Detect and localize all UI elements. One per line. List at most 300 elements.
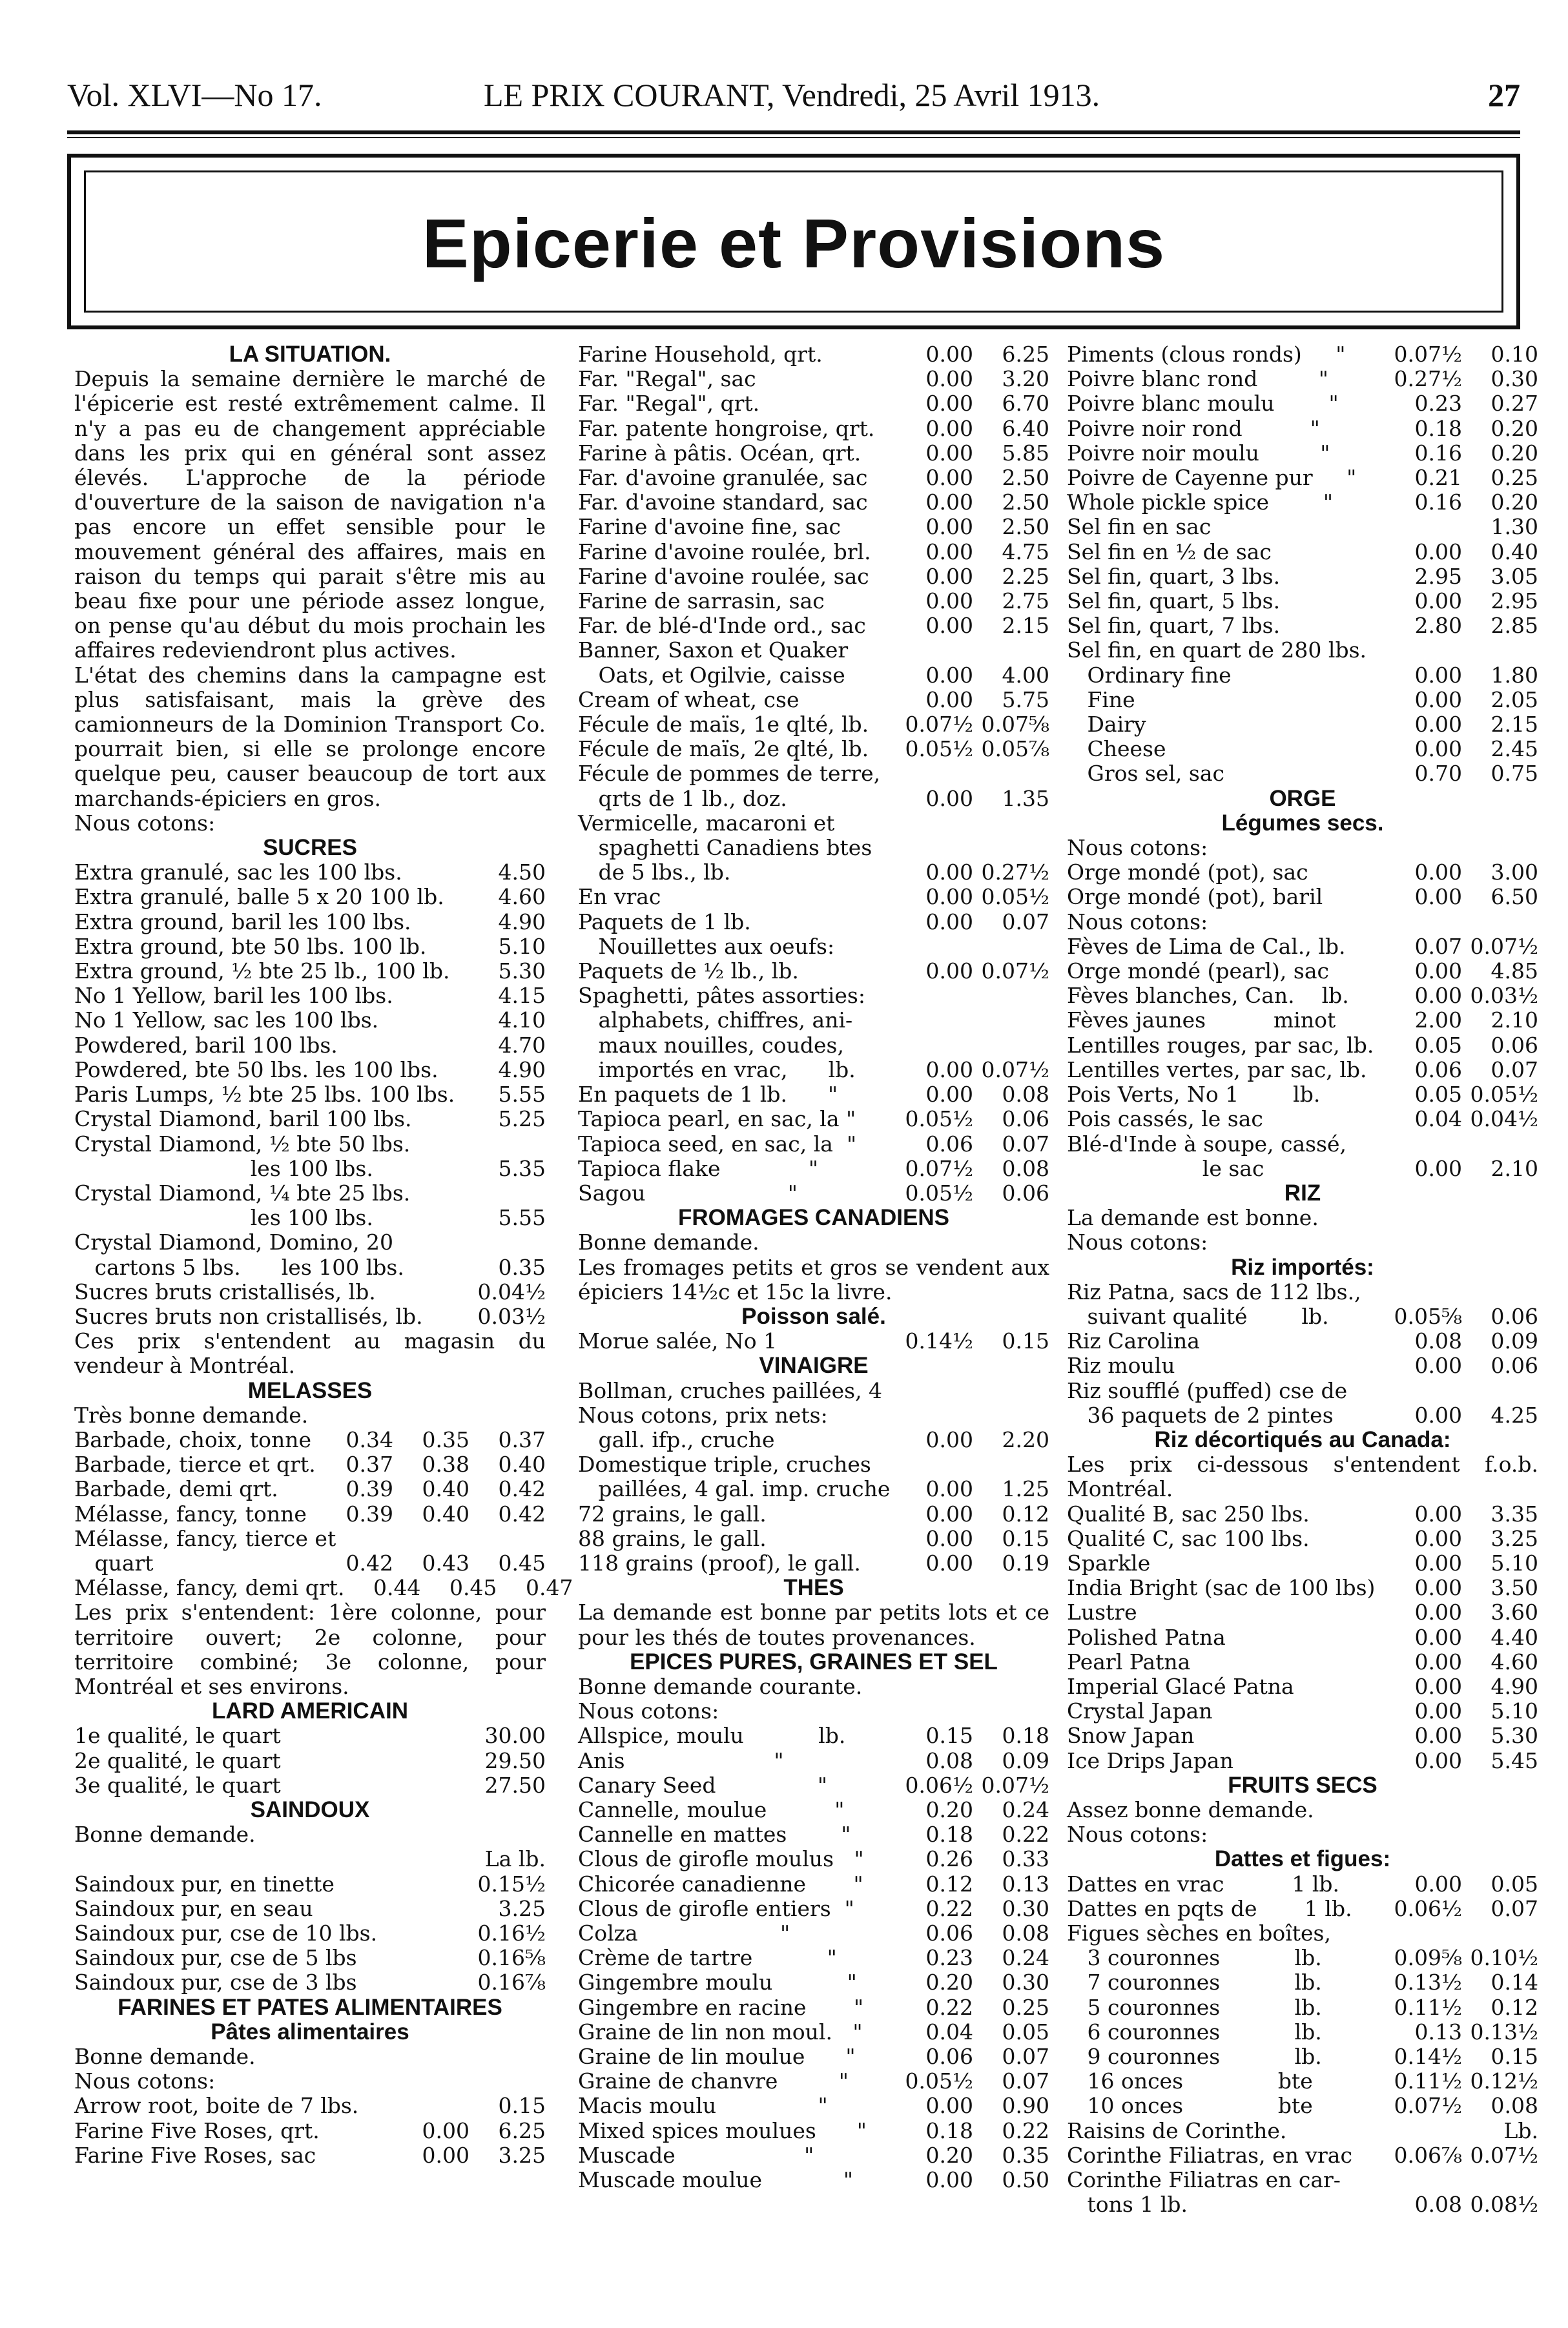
item-name: Barbade, choix, tonne xyxy=(74,1427,312,1452)
paragraph: Les prix s'entendent: 1ère colonne, pour territoire ouvert; 2e colonne, pour territoire combiné; 3e colonne, pour Montréal et ses environs. xyxy=(74,1600,546,1699)
price-value: 0.05½ xyxy=(1470,1082,1538,1107)
price-value: 0.00 xyxy=(925,1082,973,1107)
price-row xyxy=(578,1329,1049,1354)
item-name: Fèves de Lima de Cal., lb. xyxy=(1067,933,1346,959)
item-name: les 100 lbs. xyxy=(74,1155,373,1181)
price-row xyxy=(74,1304,546,1329)
item-name: Raisins de Corinthe. xyxy=(1067,2117,1287,2143)
price-row xyxy=(74,1452,546,1477)
price-value: 0.03½ xyxy=(477,1303,546,1329)
item-name: Gingembre moulu " xyxy=(578,1970,857,1995)
item-name: 16 onces bte xyxy=(1067,2068,1313,2094)
price-value: 0.27½ xyxy=(981,860,1049,885)
price-value: 0.18 xyxy=(1414,415,1462,441)
item-name: Muscade moulue " xyxy=(578,2167,854,2193)
price-value: 0.25 xyxy=(1491,465,1538,491)
price-row xyxy=(74,1872,546,1897)
price-row xyxy=(578,515,1049,539)
price-value: 0.07 xyxy=(1002,2068,1049,2094)
column-right xyxy=(1067,342,1538,2217)
price-value: 0.30 xyxy=(1002,1970,1049,1995)
price-row xyxy=(1067,2192,1538,2217)
price-value: 0.00 xyxy=(925,1056,973,1082)
price-value: 0.15 xyxy=(498,2093,546,2119)
item-name: Allspice, moulu lb. xyxy=(578,1723,846,1749)
price-row xyxy=(74,959,546,984)
item-name: Saindoux pur, en seau xyxy=(74,1895,313,1921)
price-value: 4.90 xyxy=(498,909,546,934)
price-value: 0.06½ xyxy=(905,1772,973,1798)
price-row xyxy=(74,1428,546,1452)
price-value: 0.00 xyxy=(1414,1747,1462,1773)
price-value: 5.10 xyxy=(1491,1550,1538,1576)
price-row xyxy=(578,2143,1049,2168)
price-value: 0.37 xyxy=(498,1427,546,1452)
price-row xyxy=(1067,417,1538,441)
price-value: 0.00 xyxy=(925,366,973,392)
price-value: 0.20 xyxy=(925,1970,973,1995)
item-name: Cream of wheat, cse xyxy=(578,686,799,712)
item-name: Riz Carolina xyxy=(1067,1328,1200,1354)
item-name: Sel fin, quart, 7 lbs. xyxy=(1067,613,1281,639)
price-row xyxy=(1067,761,1538,786)
item-name: Ordinary fine xyxy=(1067,662,1232,688)
price-row xyxy=(578,1798,1049,1822)
price-row xyxy=(578,885,1049,909)
item-name: Powdered, baril 100 lbs. xyxy=(74,1032,338,1058)
price-value: 0.00 xyxy=(925,391,973,417)
price-value: 0.09⅝ xyxy=(1394,1945,1462,1971)
price-value: 0.00 xyxy=(422,2142,469,2168)
price-value: 3.60 xyxy=(1491,1600,1538,1625)
item-name: Anis " xyxy=(578,1747,784,1773)
section-heading: Riz importés: xyxy=(1231,1254,1374,1280)
price-value: 0.07½ xyxy=(981,1056,1049,1082)
price-row xyxy=(1067,688,1538,712)
price-value: 0.07 xyxy=(1002,2044,1049,2070)
item-name: Far. "Regal", sac xyxy=(578,366,756,392)
price-value: 2.75 xyxy=(1002,588,1049,614)
price-row xyxy=(578,1058,1049,1082)
item-name: Mélasse, fancy, demi qrt. xyxy=(74,1575,345,1601)
section-heading: SAINDOUX xyxy=(250,1797,370,1822)
price-value: 0.24 xyxy=(1002,1797,1049,1822)
price-value: 0.00 xyxy=(422,2117,469,2143)
price-value: 0.07 xyxy=(1414,933,1462,959)
price-row xyxy=(1067,663,1538,688)
price-row xyxy=(578,466,1049,490)
item-name: Barbade, tierce et qrt. xyxy=(74,1452,316,1478)
item-name: 72 grains, le gall. xyxy=(578,1501,767,1527)
price-value: 0.05½ xyxy=(905,2068,973,2094)
item-name: 7 couronnes lb. xyxy=(1067,1970,1322,1995)
price-value: 0.12 xyxy=(1491,1994,1538,2020)
price-value: 0.08 xyxy=(925,1747,973,1773)
price-row xyxy=(74,1551,546,1576)
price-value: 0.05½ xyxy=(905,736,973,762)
price-row xyxy=(1067,2168,1538,2192)
price-row xyxy=(74,1255,546,1280)
item-name: Sel fin en ½ de sac xyxy=(1067,539,1272,564)
item-name: Canary Seed " xyxy=(578,1772,828,1798)
price-row xyxy=(578,2168,1049,2192)
price-row xyxy=(1067,2119,1538,2143)
price-value: 0.13 xyxy=(1414,2019,1462,2045)
item-name: Corinthe Filiatras, en vrac xyxy=(1067,2142,1352,2168)
item-name: Muscade " xyxy=(578,2142,814,2168)
price-value: 0.00 xyxy=(1414,539,1462,564)
price-value: 0.11½ xyxy=(1394,2068,1462,2094)
item-name: India Bright (sac de 100 lbs) xyxy=(1067,1575,1376,1601)
price-value: 0.00 xyxy=(925,514,973,540)
price-row xyxy=(1067,564,1538,589)
price-row xyxy=(1067,1379,1538,1403)
item-name: Riz moulu xyxy=(1067,1353,1175,1379)
item-name: Nouillettes aux oeufs: xyxy=(578,933,835,959)
price-value: 0.13 xyxy=(1002,1871,1049,1897)
price-value: 0.08 xyxy=(1002,1082,1049,1107)
price-row xyxy=(1067,1897,1538,1921)
section-heading: LARD AMERICAIN xyxy=(212,1698,408,1724)
price-value: 2.25 xyxy=(1002,563,1049,589)
price-value: 0.06 xyxy=(1491,1303,1538,1329)
price-row xyxy=(578,811,1049,836)
price-value: 0.40 xyxy=(498,1452,546,1478)
item-name: Clous de girofle moulus " xyxy=(578,1846,864,1872)
price-row xyxy=(74,1970,546,1995)
item-name: Ice Drips Japan xyxy=(1067,1747,1233,1773)
item-name: Tapioca seed, en sac, la " xyxy=(578,1131,857,1157)
price-value: 5.30 xyxy=(498,958,546,984)
price-row xyxy=(578,1132,1049,1157)
price-row xyxy=(74,1132,546,1157)
price-row xyxy=(1067,1749,1538,1773)
item-name: Banner, Saxon et Quaker xyxy=(578,637,849,663)
price-value: 0.23 xyxy=(925,1945,973,1971)
section-heading: ORGE xyxy=(1269,785,1336,811)
item-name: 6 couronnes lb. xyxy=(1067,2019,1322,2045)
price-value: 0.08½ xyxy=(1470,2192,1538,2218)
price-row xyxy=(1067,515,1538,539)
price-value: 6.25 xyxy=(498,2117,546,2143)
item-name: Paquets de ½ lb., lb. xyxy=(578,958,799,984)
item-name: Blé-d'Inde à soupe, cassé, xyxy=(1067,1131,1347,1157)
price-row xyxy=(1067,1033,1538,1058)
price-row xyxy=(578,1082,1049,1107)
price-row xyxy=(74,1082,546,1107)
item-name: Farine Five Roses, qrt. xyxy=(74,2117,320,2143)
price-row xyxy=(74,984,546,1008)
price-value: 0.47 xyxy=(525,1575,573,1601)
price-value: 0.00 xyxy=(1414,588,1462,614)
price-value: La lb. xyxy=(484,1846,546,1872)
section-heading: Légumes secs. xyxy=(1221,810,1384,836)
item-name: spaghetti Canadiens btes xyxy=(578,835,872,861)
price-row xyxy=(1067,589,1538,613)
item-name: Fèves blanches, Can. lb. xyxy=(1067,983,1349,1009)
price-value: 0.06 xyxy=(925,2044,973,2070)
price-row xyxy=(74,1897,546,1921)
price-value: 3.05 xyxy=(1491,563,1538,589)
price-value: 0.07 xyxy=(1002,1131,1049,1157)
paragraph: Les prix ci-dessous s'entendent f.o.b. Montréal. xyxy=(1067,1452,1538,1502)
item-name: paillées, 4 gal. imp. cruche xyxy=(578,1476,891,1502)
item-name: Sel fin, quart, 5 lbs. xyxy=(1067,588,1281,614)
item-name: suivant qualité lb. xyxy=(1067,1303,1329,1329)
price-row xyxy=(74,1181,546,1206)
price-value: 0.07½ xyxy=(1394,342,1462,367)
price-value: 0.27 xyxy=(1491,391,1538,417)
price-value: 0.07 xyxy=(1002,909,1049,934)
price-value: 0.08 xyxy=(1414,1328,1462,1354)
price-row xyxy=(74,1773,546,1798)
paragraph: La demande est bonne. xyxy=(1067,1205,1319,1231)
price-value: 0.15 xyxy=(1002,1328,1049,1354)
price-value: 0.00 xyxy=(1414,983,1462,1009)
price-row xyxy=(578,1773,1049,1798)
price-value: 3.25 xyxy=(498,2142,546,2168)
price-value: 0.10½ xyxy=(1470,1945,1538,1971)
price-row xyxy=(1067,1724,1538,1748)
price-value: 6.70 xyxy=(1002,391,1049,417)
price-value: 0.45 xyxy=(498,1550,546,1576)
price-value: 2.20 xyxy=(1002,1427,1049,1452)
price-value: 0.20 xyxy=(1491,415,1538,441)
item-name: Lustre xyxy=(1067,1600,1137,1625)
item-name: Orge mondé (pot), baril xyxy=(1067,884,1323,910)
price-row xyxy=(578,1551,1049,1576)
price-row xyxy=(578,417,1049,441)
price-row xyxy=(74,885,546,909)
price-value: 0.39 xyxy=(346,1476,393,1502)
price-value: 0.75 xyxy=(1491,761,1538,787)
price-value: 0.00 xyxy=(1414,1649,1462,1674)
item-name: 3e qualité, le quart xyxy=(74,1772,281,1798)
item-name: Tapioca flake " xyxy=(578,1155,819,1181)
price-value: 0.70 xyxy=(1414,761,1462,787)
price-value: 0.05½ xyxy=(981,884,1049,910)
price-row xyxy=(1067,1082,1538,1107)
price-value: 0.35 xyxy=(422,1427,469,1452)
price-value: 0.22 xyxy=(1002,1822,1049,1848)
price-row xyxy=(1067,2020,1538,2045)
price-row xyxy=(74,2119,546,2143)
price-value: 3.25 xyxy=(1491,1525,1538,1551)
price-value: 0.00 xyxy=(925,860,973,885)
price-row xyxy=(578,2119,1049,2143)
price-value: 0.16⅞ xyxy=(477,1970,546,1995)
price-row xyxy=(74,1946,546,1970)
paragraph: Bollman, cruches paillées, 4 xyxy=(578,1377,883,1403)
item-name: Fécule de maïs, 2e qlté, lb. xyxy=(578,736,869,762)
item-name: 1e qualité, le quart xyxy=(74,1723,281,1749)
item-name: 36 paquets de 2 pintes xyxy=(1067,1402,1334,1428)
item-name: Extra ground, bte 50 lbs. 100 lb. xyxy=(74,933,427,959)
price-row xyxy=(578,1847,1049,1871)
section-heading: THES xyxy=(783,1575,844,1601)
price-row xyxy=(578,1946,1049,1970)
price-value: 0.00 xyxy=(1414,1525,1462,1551)
item-name: Far. "Regal", qrt. xyxy=(578,391,760,417)
price-value: 0.00 xyxy=(925,588,973,614)
price-value: 0.07 xyxy=(1491,1895,1538,1921)
item-name: Qualité C, sac 100 lbs. xyxy=(1067,1525,1310,1551)
price-value: 29.50 xyxy=(484,1747,546,1773)
price-row xyxy=(578,391,1049,416)
price-value: 0.04 xyxy=(1414,1106,1462,1132)
price-row xyxy=(1067,1699,1538,1724)
price-value: 0.19 xyxy=(1002,1550,1049,1576)
section-heading: Riz décortiqués au Canada: xyxy=(1154,1427,1451,1452)
page-number: 27 xyxy=(1488,77,1520,113)
item-name: Poivre blanc moulu " xyxy=(1067,391,1339,417)
price-value: 0.07½ xyxy=(981,958,1049,984)
price-row xyxy=(74,1033,546,1058)
section-heading: Pâtes alimentaires xyxy=(211,2019,409,2045)
price-value: 0.06 xyxy=(925,1131,973,1157)
column-left xyxy=(74,342,573,2168)
item-name: Extra granulé, balle 5 x 20 100 lb. xyxy=(74,884,444,910)
price-row xyxy=(1067,1576,1538,1600)
price-row xyxy=(578,1428,1049,1452)
item-name: alphabets, chiffres, ani- xyxy=(578,1007,853,1033)
price-value: 0.00 xyxy=(1414,1353,1462,1379)
price-value: 0.18 xyxy=(925,1822,973,1848)
header-rule xyxy=(67,130,1520,134)
item-name: Sagou " xyxy=(578,1180,798,1206)
price-value: 0.00 xyxy=(925,1525,973,1551)
item-name: 5 couronnes lb. xyxy=(1067,1994,1322,2020)
paragraph: Nous cotons: xyxy=(74,2068,216,2094)
price-row xyxy=(578,1995,1049,2020)
price-value: 0.07½ xyxy=(905,1155,973,1181)
item-name: Imperial Glacé Patna xyxy=(1067,1673,1294,1699)
item-name: Farine à pâtis. Océan, qrt. xyxy=(578,440,861,466)
price-row xyxy=(74,934,546,959)
price-value: 0.44 xyxy=(373,1575,421,1601)
price-value: 0.05½ xyxy=(905,1180,973,1206)
price-value: 0.18 xyxy=(925,2117,973,2143)
price-row xyxy=(1067,1995,1538,2020)
paragraph: Bonne demande. xyxy=(74,2044,256,2070)
price-row xyxy=(578,1822,1049,1847)
price-row xyxy=(1067,367,1538,391)
item-name: Extra ground, ½ bte 25 lb., 100 lb. xyxy=(74,958,450,984)
item-name: 118 grains (proof), le gall. xyxy=(578,1550,861,1576)
price-row xyxy=(1067,1304,1538,1329)
price-value: 0.16½ xyxy=(477,1921,546,1946)
price-row xyxy=(74,2143,546,2168)
price-row xyxy=(1067,2094,1538,2118)
item-name: Oats, et Ogilvie, caisse xyxy=(578,662,845,688)
price-row xyxy=(1067,1551,1538,1576)
price-value: 0.09 xyxy=(1491,1328,1538,1354)
price-value: 0.07½ xyxy=(1470,2142,1538,2168)
column-middle xyxy=(578,342,1049,2192)
price-value: 0.08 xyxy=(1414,2192,1462,2218)
price-row xyxy=(74,1230,546,1255)
price-row xyxy=(578,934,1049,959)
price-value: 0.16 xyxy=(1414,489,1462,515)
price-value: 0.08 xyxy=(1002,1921,1049,1946)
price-value: 4.50 xyxy=(498,860,546,885)
item-name: Saindoux pur, cse de 5 lbs xyxy=(74,1945,357,1971)
price-row xyxy=(1067,1527,1538,1551)
price-value: 0.06⅞ xyxy=(1394,2142,1462,2168)
price-value: 0.00 xyxy=(1414,1673,1462,1699)
price-row xyxy=(1067,1650,1538,1674)
item-name: Farine Five Roses, sac xyxy=(74,2142,316,2168)
price-value: 4.90 xyxy=(498,1056,546,1082)
item-name: tons 1 lb. xyxy=(1067,2192,1188,2218)
price-value: 5.55 xyxy=(498,1205,546,1231)
price-value: 0.00 xyxy=(1414,712,1462,737)
price-value: 0.00 xyxy=(925,686,973,712)
price-value: 0.00 xyxy=(925,613,973,639)
item-name: 2e qualité, le quart xyxy=(74,1747,281,1773)
price-value: 1.25 xyxy=(1002,1476,1049,1502)
price-value: 2.85 xyxy=(1491,613,1538,639)
price-row xyxy=(578,959,1049,984)
item-name: Barbade, demi qrt. xyxy=(74,1476,278,1502)
price-row xyxy=(578,2045,1049,2069)
price-value: 0.27½ xyxy=(1394,366,1462,392)
price-row xyxy=(578,737,1049,761)
item-name: Piments (clous ronds) " xyxy=(1067,342,1346,367)
price-value: 0.00 xyxy=(1414,1155,1462,1181)
price-value: 0.07½ xyxy=(905,712,973,737)
price-value: 5.55 xyxy=(498,1082,546,1107)
price-row xyxy=(578,984,1049,1008)
item-name: Arrow root, boite de 7 lbs. xyxy=(74,2093,359,2119)
price-value: 3.00 xyxy=(1491,860,1538,885)
price-value: 0.07 xyxy=(1491,1056,1538,1082)
price-row xyxy=(1067,1600,1538,1625)
price-row xyxy=(1067,885,1538,909)
item-name: Mixed spices moulues " xyxy=(578,2117,867,2143)
item-name: Paris Lumps, ½ bte 25 lbs. 100 lbs. xyxy=(74,1082,455,1107)
price-value: 0.13½ xyxy=(1394,1970,1462,1995)
price-value: 0.00 xyxy=(1414,1871,1462,1897)
item-name: Cannelle, moulue " xyxy=(578,1797,845,1822)
price-row xyxy=(1067,712,1538,737)
price-value: 0.43 xyxy=(422,1550,469,1576)
price-value: 0.05 xyxy=(1414,1032,1462,1058)
price-value: 2.00 xyxy=(1414,1007,1462,1033)
paragraph: Bonne demande. xyxy=(578,1230,759,1255)
item-name: Graine de lin moulue " xyxy=(578,2044,856,2070)
item-name: Polished Patna xyxy=(1067,1624,1226,1650)
price-value: 0.00 xyxy=(1414,958,1462,984)
item-name: Far. d'avoine granulée, sac xyxy=(578,465,868,491)
price-value: 0.20 xyxy=(1491,440,1538,466)
price-row xyxy=(1067,1354,1538,1378)
price-row xyxy=(578,860,1049,885)
item-name: Graine de chanvre " xyxy=(578,2068,849,2094)
price-value: 30.00 xyxy=(484,1723,546,1749)
price-value: 0.30 xyxy=(1491,366,1538,392)
item-name: cartons 5 lbs. les 100 lbs. xyxy=(74,1254,404,1280)
price-value: 3.50 xyxy=(1491,1575,1538,1601)
page-header xyxy=(67,76,1520,128)
price-row xyxy=(74,2094,546,2118)
price-value: 0.20 xyxy=(925,1797,973,1822)
item-name: Tapioca pearl, en sac, la " xyxy=(578,1106,856,1132)
price-row xyxy=(578,564,1049,589)
paragraph: Depuis la semaine dernière le marché de l'épicerie est resté extrêmement calme. Il n'y a pas eu de changement appréciable dans les prix qui en général sont assez élevés. L'approche de la période d'ouverture de la saison de navigation n'a pas encore un effet sensible pour le mouvement général des affaires, mais en raison du temps qui parait s'être mis au beau fixe pour une période assez longue, on pense qu'au début du mois prochain les affaires redeviendront plus actives. xyxy=(74,366,546,663)
price-value: 2.10 xyxy=(1491,1155,1538,1181)
price-value: 0.42 xyxy=(498,1476,546,1502)
